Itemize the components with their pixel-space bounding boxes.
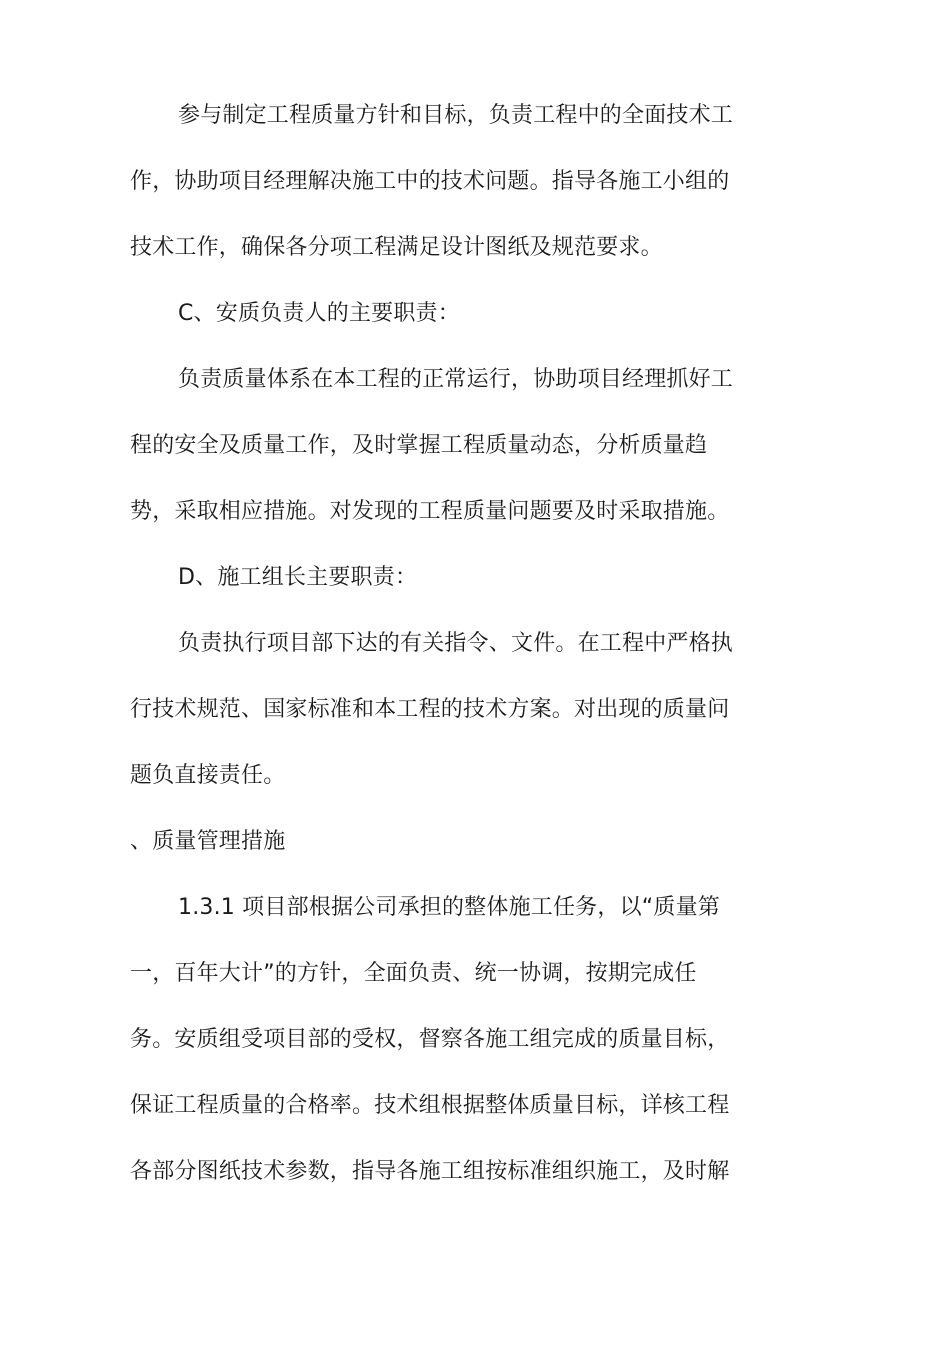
paragraph-line: 行技术规范、国家标准和本工程的技术方案。对出现的质量问: [130, 697, 730, 722]
paragraph-line: 势，采取相应措施。对发现的工程质量问题要及时采取措施。: [130, 499, 730, 524]
paragraph-line: 负责质量体系在本工程的正常运行，协助项目经理抓好工: [178, 367, 734, 392]
paragraph-line: 一，百年大计”的方针，全面负责、统一协调，按期完成任: [130, 961, 697, 986]
paragraph-line: 作，协助项目经理解决施工中的技术问题。指导各施工小组的: [130, 169, 730, 194]
section-heading-quality: 、质量管理措施: [130, 829, 286, 854]
paragraph-line: 各部分图纸技术参数，指导各施工组按标准组织施工，及时解: [130, 1159, 730, 1184]
section-heading-d: D、施工组长主要职责：: [178, 565, 418, 590]
paragraph-line: 负责执行项目部下达的有关指令、文件。在工程中严格执: [178, 631, 734, 656]
paragraph-line: 程的安全及质量工作，及时掌握工程质量动态，分析质量趋: [130, 433, 708, 458]
section-heading-c: C、安质负责人的主要职责：: [178, 301, 460, 326]
paragraph-line: 技术工作，确保各分项工程满足设计图纸及规范要求。: [130, 235, 663, 260]
paragraph-line: 务。安质组受项目部的受权，督察各施工组完成的质量目标，: [130, 1027, 730, 1052]
paragraph-line: 参与制定工程质量方针和目标，负责工程中的全面技术工: [178, 103, 734, 128]
paragraph-line: 保证工程质量的合格率。技术组根据整体质量目标，详核工程: [130, 1093, 730, 1118]
paragraph-line: 题负直接责任。: [130, 763, 286, 788]
paragraph-line: 1.3.1 项目部根据公司承担的整体施工任务，以“质量第: [178, 895, 720, 920]
